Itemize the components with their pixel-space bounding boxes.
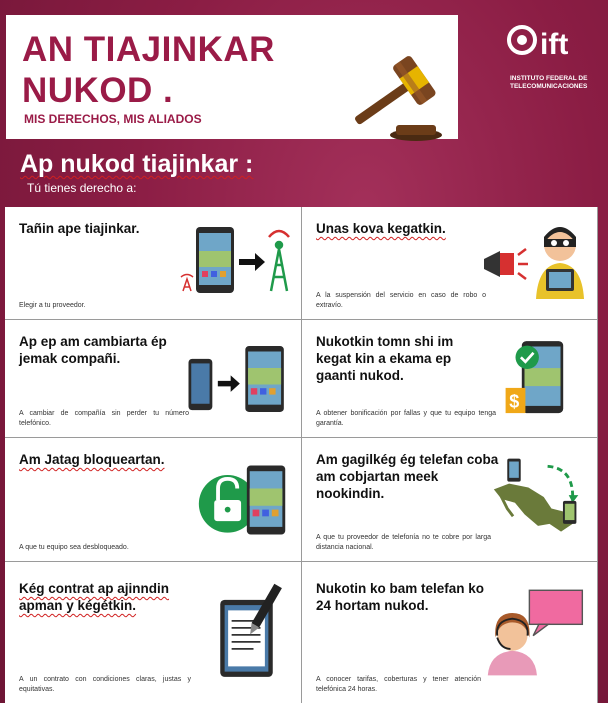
right-card-portability [5, 320, 302, 438]
right-card-no-long-distance [302, 438, 598, 562]
right-title: Am Jatag bloqueartan. [19, 452, 165, 467]
rights-grid [5, 207, 598, 703]
call-center-agent-icon [484, 582, 588, 678]
thief-alarm-icon [478, 221, 588, 301]
mexico-map-call-icon [490, 454, 586, 542]
phone-bonus-icon [502, 334, 574, 422]
section-title [20, 150, 253, 179]
right-description: A la suspensión del servicio en caso de robo o extravío. [316, 292, 486, 309]
ift-logo-line1: INSTITUTO FEDERAL DE [510, 75, 588, 82]
right-title: Ap ep am cambiarta ép jemak compañi. [19, 334, 167, 366]
unlock-phone-icon [195, 460, 291, 540]
right-title: Nukotin ko bam telefan ko 24 hortam nukod. [316, 581, 485, 613]
main-title-line1: AN TIAJINKAR [22, 30, 275, 69]
main-title [22, 29, 275, 111]
phone-switch-icon [183, 338, 293, 420]
right-card-contract [5, 562, 302, 703]
section-subtitle: Tú tienes derecho a: [27, 181, 137, 195]
right-description: A conocer tarifas, coberturas y tener atención telefónica 24 horas. [316, 676, 481, 693]
gavel-icon [344, 45, 454, 145]
right-title: Unas kova kegatkin. [316, 221, 446, 236]
header-banner [6, 15, 458, 139]
right-description: A obtener bonificación por fallas y que tu equipo tenga garantía. [316, 410, 496, 427]
right-title: Am gagilkég ég telefan coba am cobjartan meek nookindin. [316, 452, 499, 501]
right-card-suspension [302, 207, 598, 320]
right-title: Nukotkin tomn shi im kegat kin a ekama ep gaanti nukod. [316, 334, 454, 383]
right-description: A un contrato con condiciones claras, justas y equitativas. [19, 676, 191, 693]
right-card-24h-attention [302, 562, 598, 703]
right-description: A que tu equipo sea desbloqueado. [19, 544, 129, 551]
ift-logo-mark-icon [506, 22, 601, 62]
main-title-line2: NUKOD . [22, 71, 174, 110]
right-card-unlock [5, 438, 302, 562]
right-card-bonus-warranty [302, 320, 598, 438]
right-description: A que tu proveedor de telefonía no te cobre por larga distancia nacional. [316, 534, 491, 551]
right-title: Kég contrat ap ajinndin apman y kégétkin. [19, 581, 170, 613]
right-description: A cambiar de compañía sin perder tu número telefónico. [19, 410, 189, 427]
section-title-text: Ap nukod tiajinkar : [20, 150, 254, 178]
main-subtitle: MIS DERECHOS, MIS ALIADOS [24, 112, 202, 126]
right-card-choose-provider [5, 207, 302, 320]
right-title: Tañin ape tiajinkar. [19, 221, 140, 236]
ift-logo [506, 22, 601, 92]
contract-tablet-icon [215, 582, 285, 686]
ift-logo-line2: TELECOMUNICACIONES [510, 83, 588, 90]
svg-text:ift: ift [540, 28, 569, 61]
right-description: Elegir a tu proveedor. [19, 302, 86, 309]
phone-to-tower-icon [173, 221, 293, 301]
svg-text:$: $ [509, 391, 520, 412]
